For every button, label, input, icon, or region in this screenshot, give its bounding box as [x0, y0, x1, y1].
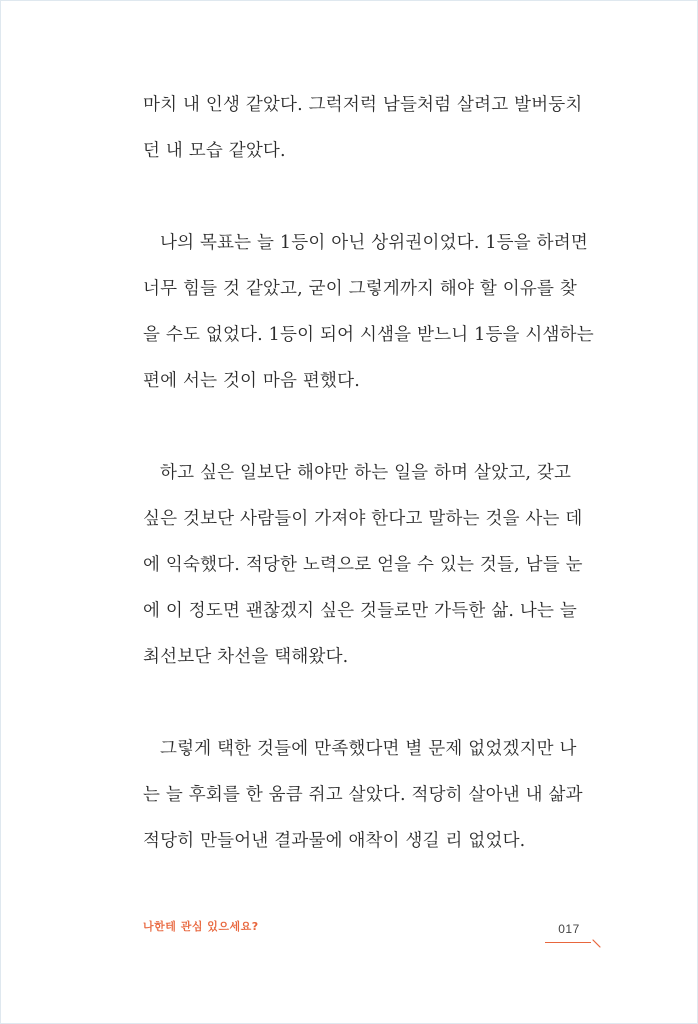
paragraph-line: 나의 목표는 늘 1등이 아닌 상위권이었다. 1등을 하려면 [160, 233, 588, 253]
body-text [143, 82, 613, 864]
paragraph-2 [143, 220, 613, 404]
paragraph-line: 을 수도 없었다. 1등이 되어 시샘을 받느니 1등을 시샘하는 [143, 325, 594, 345]
paragraph-line: 최선보단 차선을 택해왔다. [143, 647, 349, 667]
paragraph-line: 적당히 만들어낸 결과물에 애착이 생길 리 없었다. [143, 831, 526, 851]
paragraph-line: 는 늘 후회를 한 움큼 쥐고 살았다. 적당히 살아낸 내 삶과 [143, 785, 583, 805]
paragraph-line: 마치 내 인생 같았다. 그럭저럭 남들처럼 살려고 발버둥치 [143, 95, 583, 115]
paragraph-line: 편에 서는 것이 마음 편했다. [143, 371, 360, 391]
paragraph-line: 그렇게 택한 것들에 만족했다면 별 문제 없었겠지만 나 [160, 739, 577, 759]
page-number-underline [545, 942, 591, 943]
paragraph-line: 하고 싶은 일보단 해야만 하는 일을 하며 살았고, 갖고 [160, 463, 572, 483]
paragraph-line: 너무 힘들 것 같았고, 굳이 그렇게까지 해야 할 이유를 찾 [143, 279, 577, 299]
paragraph-line: 에 이 정도면 괜찮겠지 싶은 것들로만 가득한 삶. 나는 늘 [143, 601, 577, 621]
running-title: 나한테 관심 있으세요? [143, 920, 259, 933]
paragraph-line: 에 익숙했다. 적당한 노력으로 얻을 수 있는 것들, 남들 눈 [143, 555, 583, 575]
page-corner-mark-icon [590, 937, 602, 949]
paragraph-line: 던 내 모습 같았다. [143, 141, 286, 161]
paragraph-line: 싶은 것보단 사람들이 가져야 한다고 말하는 것을 사는 데 [143, 509, 583, 529]
page-number: 017 [558, 922, 580, 936]
paragraph-1 [143, 82, 613, 174]
paragraph-3 [143, 450, 613, 680]
paragraph-4 [143, 726, 613, 864]
